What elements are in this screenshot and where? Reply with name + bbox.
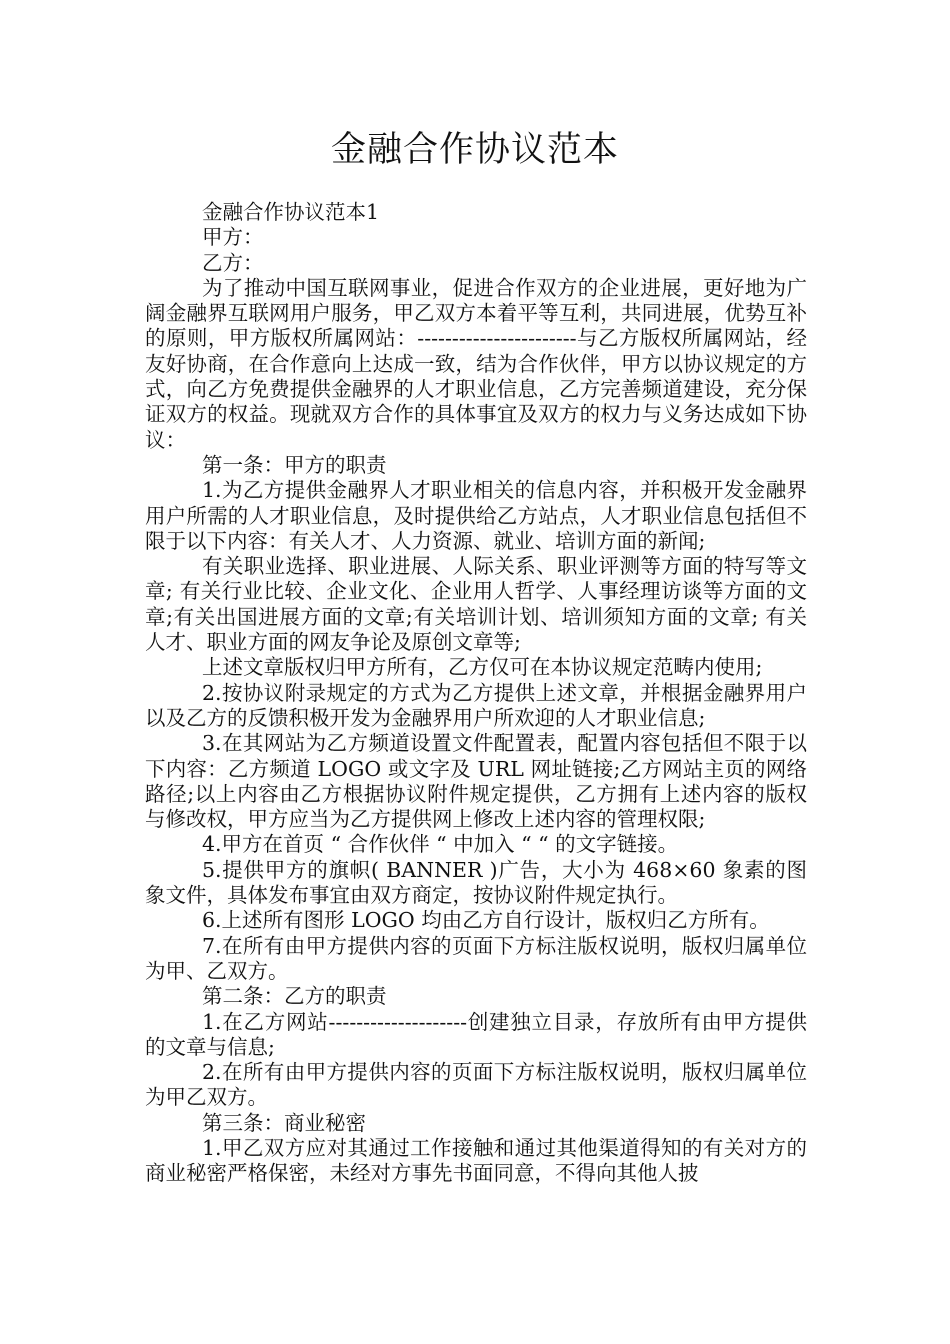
- party-b-line: 乙方：: [202, 250, 264, 275]
- preamble-paragraph: 为了推动中国互联网事业，促进合作双方的企业进展，更好地为广阔金融界互联网用户服务，甲乙双方本着平等互利，共同进展，优势互补的原则，甲方版权所属网站：-----------------------与乙方版权所属网站，经友好协商，在合作意向上达成一致，结为合作伙伴，甲方以协议规定的方式，向乙方免费提供金融界的人才职业信息，乙方完善频道建设，充分保证双方的权益。现就双方合作的具体事宜及双方的权力与义务达成如下协议：: [145, 275, 807, 452]
- clause-paragraph: 2.在所有由甲方提供内容的页面下方标注版权说明，版权归属单位为甲乙双方。: [145, 1060, 807, 1110]
- clause-paragraph: 上述文章版权归甲方所有，乙方仅可在本协议规定范畴内使用;: [202, 655, 763, 680]
- clause-paragraph: 有关职业选择、职业进展、人际关系、职业评测等方面的特写等文章; 有关行业比较、企业文化、企业用人哲学、人事经理访谈等方面的文章;有关出国进展方面的文章;有关培训计划、培训须知方面的文章; 有关人才、职业方面的网友争论及原创文章等;: [145, 554, 807, 655]
- clause-paragraph: 5.提供甲方的旗帜( BANNER )广告，大小为 468×60 象素的图象文件，具体发布事宜由双方商定，按协议附件规定执行。: [145, 857, 807, 908]
- party-a-line: 甲方：: [202, 225, 264, 250]
- clause-paragraph: 6.上述所有图形 LOGO 均由乙方自行设计，版权归乙方所有。: [202, 908, 770, 933]
- article-heading: 第三条：商业秘密: [202, 1110, 366, 1135]
- clause-paragraph: 2.按协议附录规定的方式为乙方提供上述文章，并根据金融界用户以及乙方的反馈积极开发为金融界用户所欢迎的人才职业信息;: [145, 680, 807, 730]
- article-heading: 第一条：甲方的职责: [202, 452, 387, 477]
- document-title: 金融合作协议范本: [330, 130, 619, 170]
- clause-paragraph: 1.甲乙双方应对其通过工作接触和通过其他渠道得知的有关对方的商业秘密严格保密，未经对方事先书面同意，不得向其他人披: [145, 1135, 807, 1186]
- section-heading: 金融合作协议范本1: [202, 200, 380, 224]
- article-heading: 第二条：乙方的职责: [202, 984, 387, 1009]
- clause-paragraph: 1.在乙方网站--------------------创建独立目录，存放所有由甲方提供的文章与信息;: [145, 1009, 807, 1059]
- clause-paragraph: 4.甲方在首页 “ 合作伙伴 “ 中加入 “ “ 的文字链接。: [202, 832, 679, 857]
- clause-paragraph: 1.为乙方提供金融界人才职业相关的信息内容，并积极开发金融界用户所需的人才职业信息，及时提供给乙方站点，人才职业信息包括但不限于以下内容：有关人才、人力资源、就业、培训方面的新闻;: [145, 478, 807, 553]
- clause-paragraph: 7.在所有由甲方提供内容的页面下方标注版权说明，版权归属单位为甲、乙双方。: [145, 933, 807, 983]
- document-body: [145, 200, 807, 1187]
- clause-paragraph: 3.在其网站为乙方频道设置文件配置表，配置内容包括但不限于以下内容：乙方频道 LOGO 或文字及 URL 网址链接;乙方网站主页的网络路径;以上内容由乙方根据协议附件规定提供，乙方拥有上述内容的版权与修改权，甲方应当为乙方提供网上修改上述内容的管理权限;: [145, 731, 807, 832]
